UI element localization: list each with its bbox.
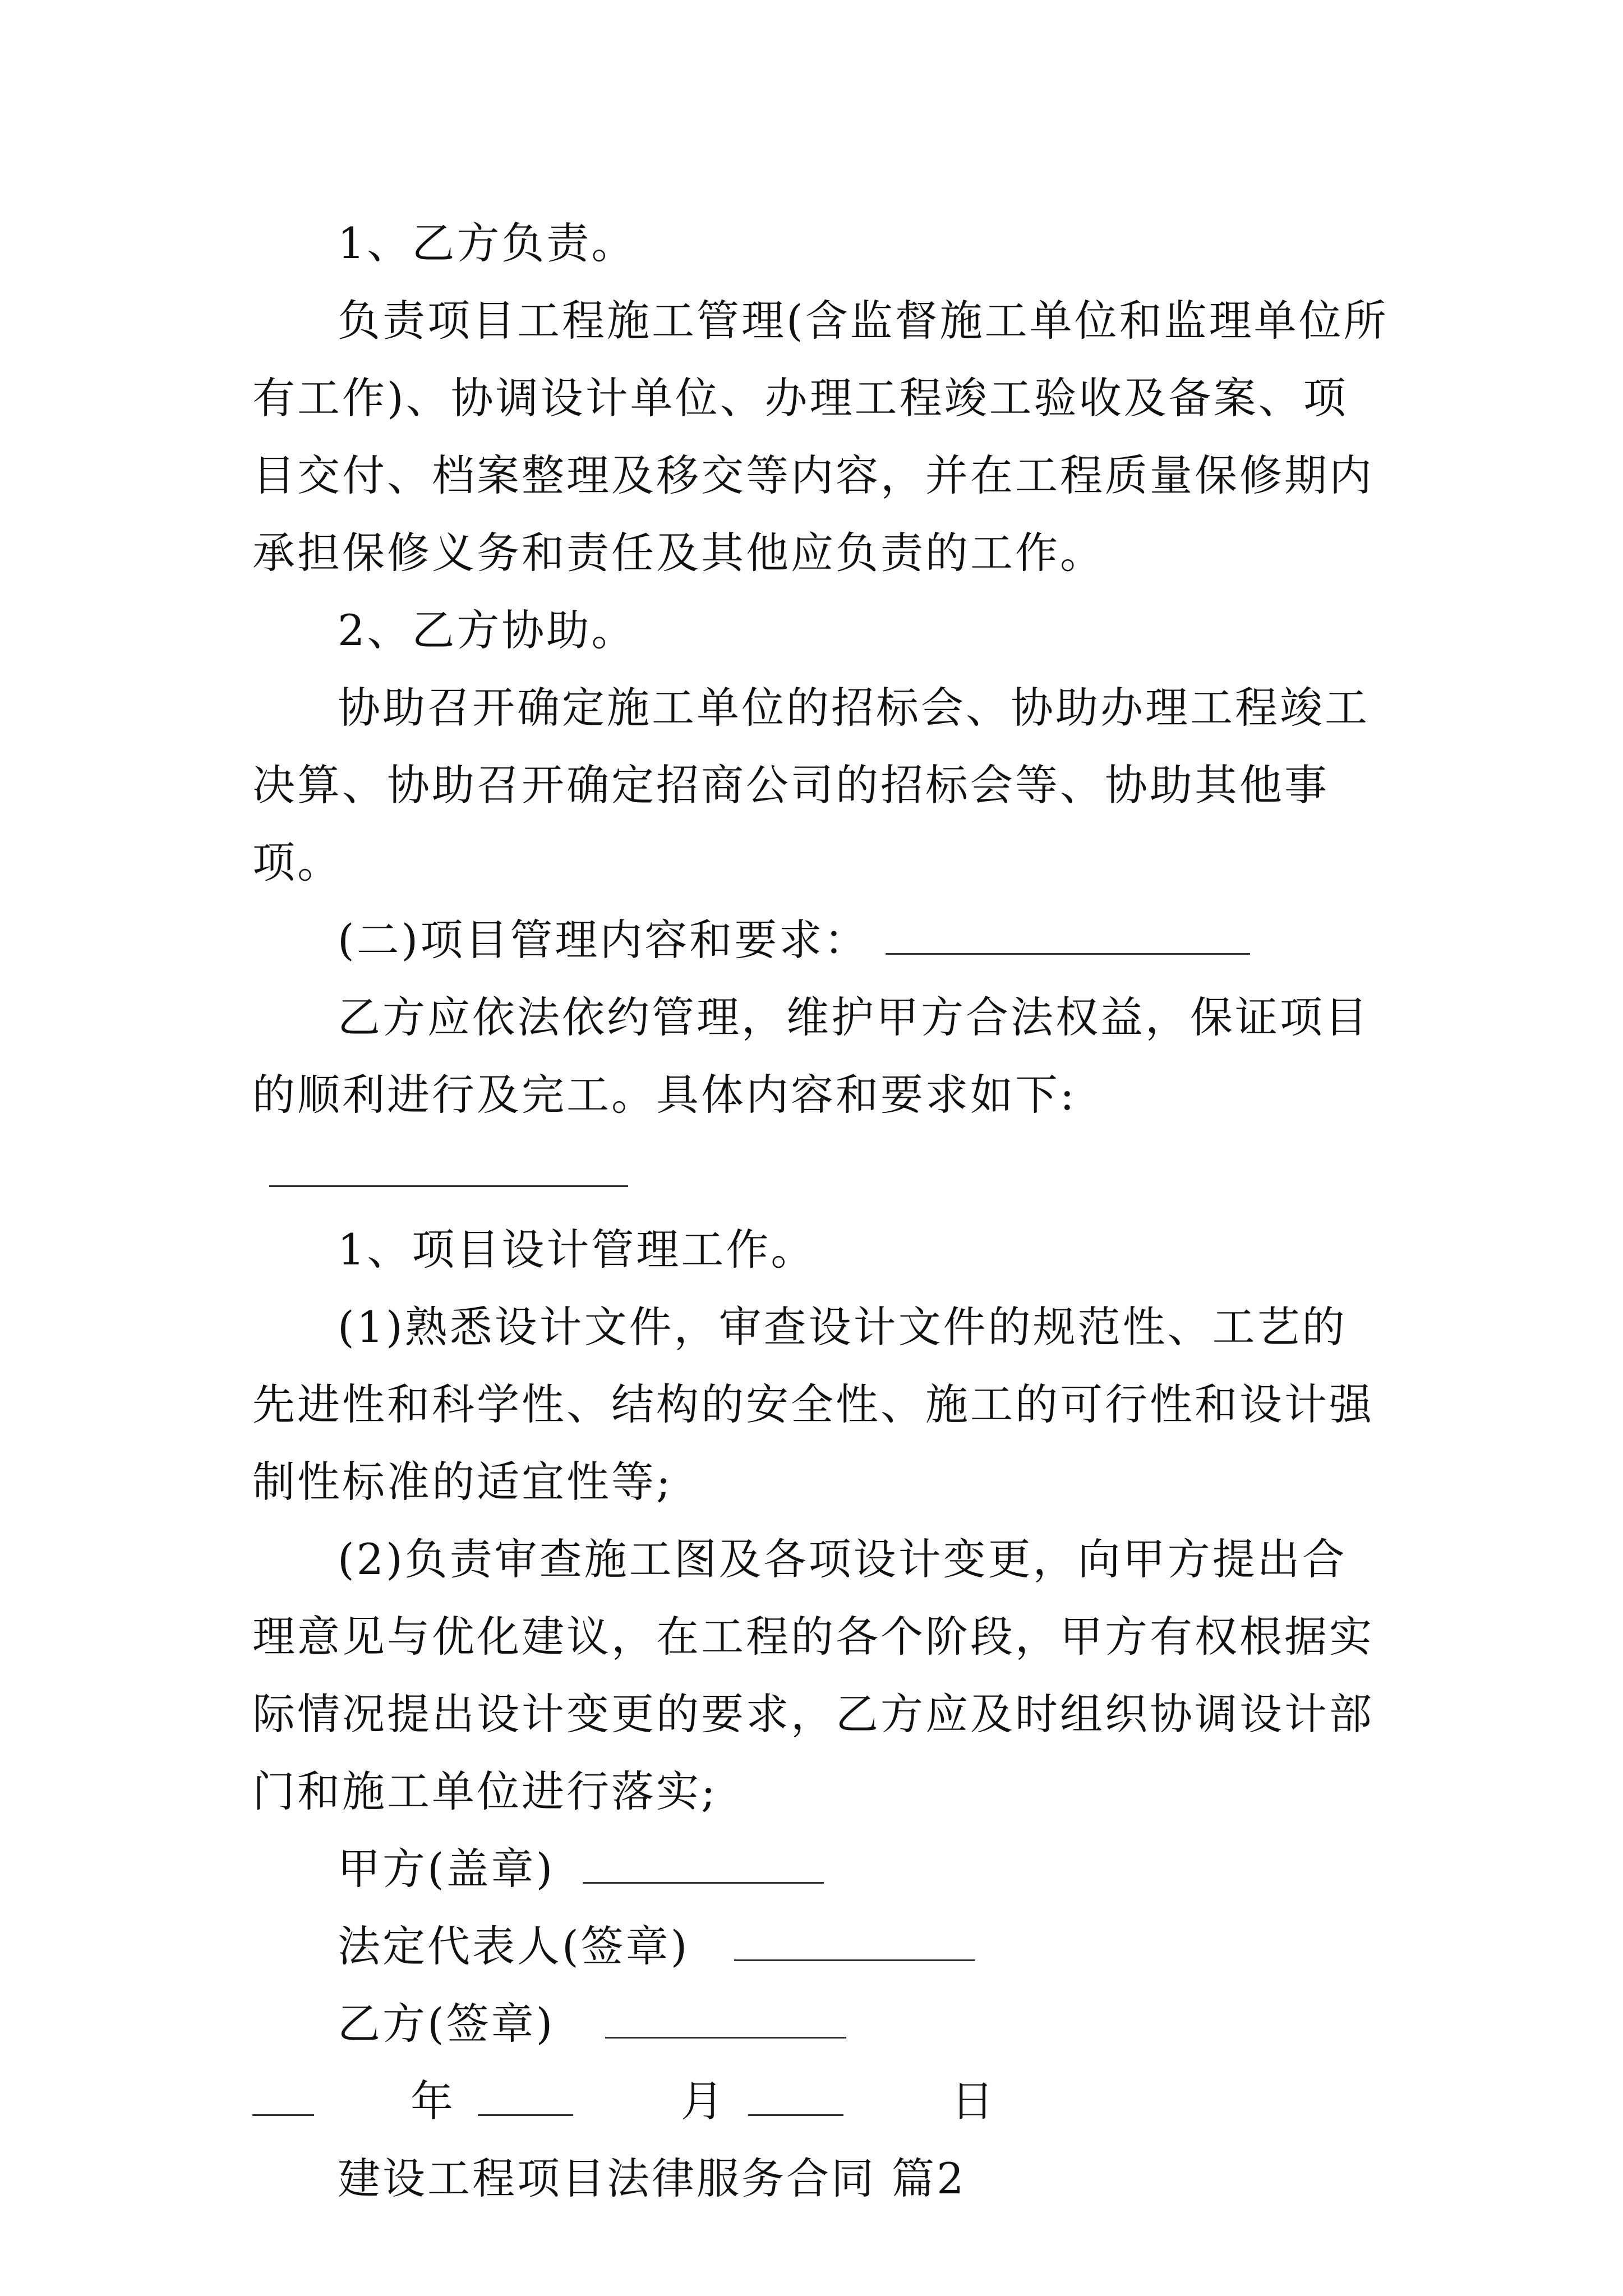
month-label: 月 bbox=[681, 2076, 726, 2126]
year-blank bbox=[252, 2082, 314, 2116]
legal-rep-label: 法定代表人(签章) bbox=[338, 1921, 690, 1971]
fill-line bbox=[886, 921, 1250, 955]
document-body bbox=[252, 205, 1391, 2217]
signature-line bbox=[734, 1927, 975, 1961]
requirements-text: 乙方应依法依约管理，维护甲方合法权益，保证项目的顺利进行及完工。具体内容和要求如下: bbox=[252, 992, 1370, 1120]
signature-party-b bbox=[252, 1985, 1391, 2063]
signature-legal-rep bbox=[252, 1908, 1391, 1985]
fill-line bbox=[269, 1153, 628, 1187]
date-line bbox=[252, 2063, 1391, 2140]
paragraph-assistance: 协助召开确定施工单位的招标会、协助办理工程竣工决算、协助召开确定招商公司的招标会等、协助其他事项。 bbox=[252, 683, 1370, 887]
paragraph-item-2: 2、乙方协助。 bbox=[338, 605, 637, 655]
day-label: 日 bbox=[951, 2076, 996, 2126]
paragraph-requirements bbox=[252, 979, 1391, 1211]
paragraph-design-management: 1、项目设计管理工作。 bbox=[338, 1225, 816, 1274]
paragraph-section-2 bbox=[252, 901, 1391, 979]
signature-line bbox=[605, 2004, 846, 2039]
signature-party-a bbox=[252, 1830, 1391, 1908]
paragraph-responsibility: 负责项目工程施工管理(含监督施工单位和监理单位所有工作)、协调设计单位、办理工程竣工验收及备案、项目交付、档案整理及移交等内容，并在工程质量保修期内承担保修义务和责任及其他应负责的工作。 bbox=[252, 296, 1389, 578]
signature-line bbox=[583, 1849, 824, 1884]
party-b-label: 乙方(签章) bbox=[338, 1999, 555, 2049]
month-blank bbox=[478, 2082, 573, 2116]
next-contract-title: 建设工程项目法律服务合同 篇2 bbox=[338, 2154, 966, 2203]
party-a-label: 甲方(盖章) bbox=[338, 1844, 555, 1894]
paragraph-design-change: (2)负责审查施工图及各项设计变更，向甲方提出合理意见与优化建议，在工程的各个阶段，甲方有权根据实际情况提出设计变更的要求，乙方应及时组织协调设计部门和施工单位进行落实; bbox=[252, 1534, 1374, 1816]
paragraph-design-review: (1)熟悉设计文件，审查设计文件的规范性、工艺的先进性和科学性、结构的安全性、施工的可行性和设计强制性标准的适宜性等; bbox=[252, 1302, 1374, 1507]
paragraph-item-1: 1、乙方负责。 bbox=[338, 218, 637, 268]
day-blank bbox=[748, 2082, 843, 2116]
section-2-heading: (二)项目管理内容和要求： bbox=[338, 915, 869, 965]
year-label: 年 bbox=[411, 2076, 455, 2126]
